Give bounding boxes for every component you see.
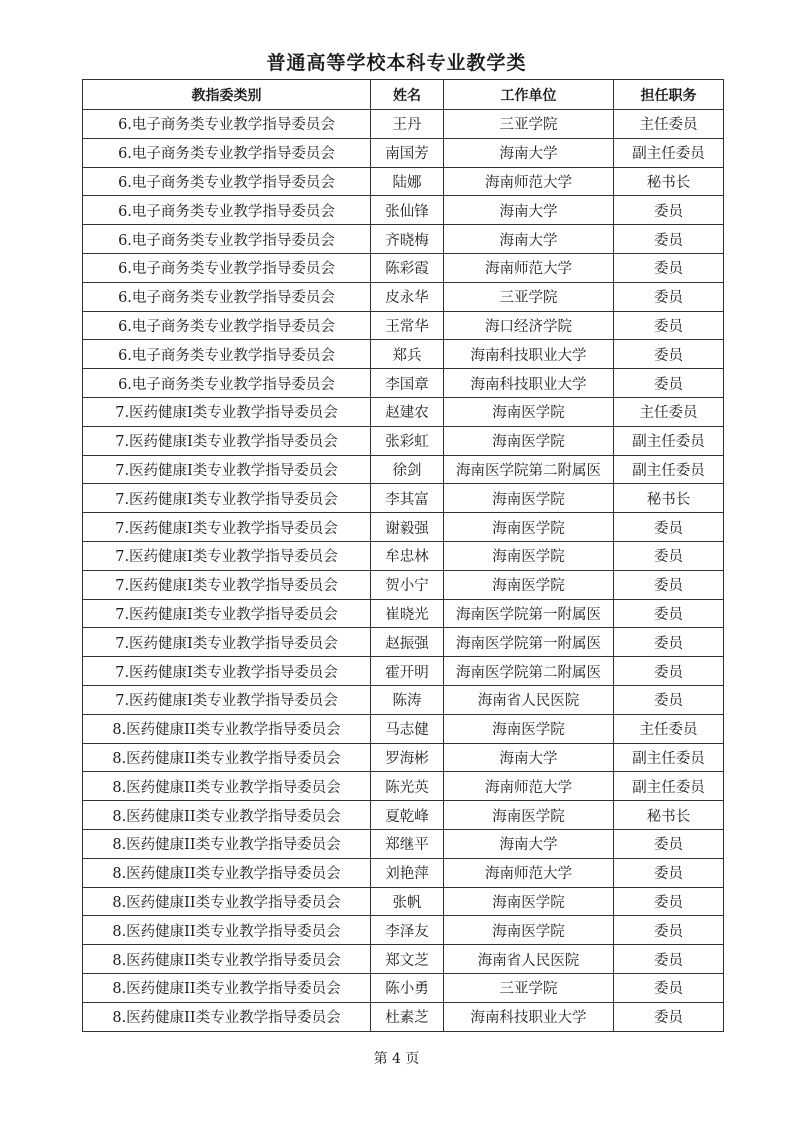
cell-name: 陈涛 bbox=[371, 685, 444, 714]
table-row bbox=[83, 426, 724, 455]
cell-name: 崔晓光 bbox=[371, 599, 444, 628]
cell-committee: 8.医药健康II类专业教学指导委员会 bbox=[83, 887, 371, 916]
cell-name: 谢毅强 bbox=[371, 513, 444, 542]
cell-workplace: 海南科技职业大学 bbox=[444, 340, 614, 369]
cell-committee: 6.电子商务类专业教学指导委员会 bbox=[83, 311, 371, 340]
cell-position: 委员 bbox=[614, 541, 724, 570]
cell-name: 李国章 bbox=[371, 369, 444, 398]
cell-committee: 8.医药健康II类专业教学指导委员会 bbox=[83, 772, 371, 801]
cell-name: 张彩虹 bbox=[371, 426, 444, 455]
cell-committee: 7.医药健康I类专业教学指导委员会 bbox=[83, 513, 371, 542]
table-row bbox=[83, 887, 724, 916]
column-header-name: 姓名 bbox=[371, 80, 444, 110]
cell-name: 贺小宁 bbox=[371, 570, 444, 599]
cell-committee: 6.电子商务类专业教学指导委员会 bbox=[83, 196, 371, 225]
cell-committee: 6.电子商务类专业教学指导委员会 bbox=[83, 110, 371, 139]
table-row bbox=[83, 657, 724, 686]
cell-name: 刘艳萍 bbox=[371, 858, 444, 887]
cell-workplace: 海南师范大学 bbox=[444, 253, 614, 282]
cell-position: 委员 bbox=[614, 369, 724, 398]
cell-name: 张帆 bbox=[371, 887, 444, 916]
cell-name: 齐晓梅 bbox=[371, 225, 444, 254]
cell-committee: 8.医药健康II类专业教学指导委员会 bbox=[83, 1002, 371, 1031]
cell-position: 秘书长 bbox=[614, 484, 724, 513]
cell-committee: 6.电子商务类专业教学指导委员会 bbox=[83, 369, 371, 398]
cell-workplace: 海南师范大学 bbox=[444, 772, 614, 801]
table-row bbox=[83, 628, 724, 657]
cell-workplace: 海南医学院第二附属医 bbox=[444, 657, 614, 686]
cell-position: 副主任委员 bbox=[614, 455, 724, 484]
cell-position: 委员 bbox=[614, 829, 724, 858]
cell-position: 委员 bbox=[614, 311, 724, 340]
cell-workplace: 海南科技职业大学 bbox=[444, 1002, 614, 1031]
cell-name: 杜素芝 bbox=[371, 1002, 444, 1031]
cell-name: 夏乾峰 bbox=[371, 801, 444, 830]
cell-name: 郑文芝 bbox=[371, 945, 444, 974]
cell-committee: 8.医药健康II类专业教学指导委员会 bbox=[83, 858, 371, 887]
cell-name: 王丹 bbox=[371, 110, 444, 139]
cell-position: 委员 bbox=[614, 973, 724, 1002]
cell-workplace: 海南省人民医院 bbox=[444, 685, 614, 714]
cell-committee: 7.医药健康I类专业教学指导委员会 bbox=[83, 685, 371, 714]
cell-name: 张仙锋 bbox=[371, 196, 444, 225]
cell-position: 秘书长 bbox=[614, 167, 724, 196]
table-row bbox=[83, 513, 724, 542]
column-header-committee: 教指委类别 bbox=[83, 80, 371, 110]
table-row bbox=[83, 455, 724, 484]
table-row bbox=[83, 829, 724, 858]
cell-position: 主任委员 bbox=[614, 110, 724, 139]
cell-workplace: 三亚学院 bbox=[444, 282, 614, 311]
table-row bbox=[83, 253, 724, 282]
cell-name: 南国芳 bbox=[371, 138, 444, 167]
cell-committee: 8.医药健康II类专业教学指导委员会 bbox=[83, 714, 371, 743]
cell-workplace: 三亚学院 bbox=[444, 973, 614, 1002]
cell-workplace: 海南大学 bbox=[444, 743, 614, 772]
cell-name: 马志健 bbox=[371, 714, 444, 743]
cell-committee: 8.医药健康II类专业教学指导委员会 bbox=[83, 801, 371, 830]
cell-workplace: 三亚学院 bbox=[444, 110, 614, 139]
table-row bbox=[83, 973, 724, 1002]
table-row bbox=[83, 110, 724, 139]
cell-position: 委员 bbox=[614, 887, 724, 916]
cell-name: 赵建农 bbox=[371, 397, 444, 426]
cell-committee: 7.医药健康I类专业教学指导委员会 bbox=[83, 628, 371, 657]
cell-workplace: 海南医学院 bbox=[444, 714, 614, 743]
cell-committee: 8.医药健康II类专业教学指导委员会 bbox=[83, 916, 371, 945]
cell-position: 委员 bbox=[614, 513, 724, 542]
cell-position: 委员 bbox=[614, 196, 724, 225]
cell-committee: 6.电子商务类专业教学指导委员会 bbox=[83, 282, 371, 311]
cell-workplace: 海南医学院 bbox=[444, 426, 614, 455]
table-row bbox=[83, 858, 724, 887]
cell-committee: 8.医药健康II类专业教学指导委员会 bbox=[83, 973, 371, 1002]
cell-position: 主任委员 bbox=[614, 714, 724, 743]
cell-position: 委员 bbox=[614, 628, 724, 657]
cell-position: 委员 bbox=[614, 1002, 724, 1031]
cell-committee: 6.电子商务类专业教学指导委员会 bbox=[83, 340, 371, 369]
cell-workplace: 海南医学院 bbox=[444, 541, 614, 570]
cell-workplace: 海南医学院 bbox=[444, 484, 614, 513]
cell-name: 郑继平 bbox=[371, 829, 444, 858]
cell-committee: 6.电子商务类专业教学指导委员会 bbox=[83, 138, 371, 167]
cell-name: 郑兵 bbox=[371, 340, 444, 369]
table-row bbox=[83, 282, 724, 311]
cell-position: 委员 bbox=[614, 685, 724, 714]
cell-committee: 8.医药健康II类专业教学指导委员会 bbox=[83, 829, 371, 858]
cell-committee: 7.医药健康I类专业教学指导委员会 bbox=[83, 426, 371, 455]
cell-position: 委员 bbox=[614, 945, 724, 974]
cell-position: 委员 bbox=[614, 858, 724, 887]
cell-committee: 7.医药健康I类专业教学指导委员会 bbox=[83, 570, 371, 599]
cell-committee: 6.电子商务类专业教学指导委员会 bbox=[83, 253, 371, 282]
cell-name: 牟忠林 bbox=[371, 541, 444, 570]
table-row bbox=[83, 397, 724, 426]
cell-workplace: 海南师范大学 bbox=[444, 167, 614, 196]
cell-name: 赵振强 bbox=[371, 628, 444, 657]
cell-workplace: 海南科技职业大学 bbox=[444, 369, 614, 398]
cell-name: 李其富 bbox=[371, 484, 444, 513]
table-row bbox=[83, 225, 724, 254]
table-row bbox=[83, 714, 724, 743]
cell-name: 陈光英 bbox=[371, 772, 444, 801]
table-row bbox=[83, 340, 724, 369]
cell-workplace: 海口经济学院 bbox=[444, 311, 614, 340]
cell-committee: 7.医药健康I类专业教学指导委员会 bbox=[83, 541, 371, 570]
cell-workplace: 海南医学院第一附属医 bbox=[444, 599, 614, 628]
cell-name: 陈彩霞 bbox=[371, 253, 444, 282]
cell-committee: 7.医药健康I类专业教学指导委员会 bbox=[83, 599, 371, 628]
cell-workplace: 海南师范大学 bbox=[444, 858, 614, 887]
table-row bbox=[83, 801, 724, 830]
cell-workplace: 海南医学院 bbox=[444, 397, 614, 426]
table-row bbox=[83, 369, 724, 398]
cell-position: 委员 bbox=[614, 916, 724, 945]
table-row bbox=[83, 138, 724, 167]
table-row bbox=[83, 743, 724, 772]
cell-position: 委员 bbox=[614, 282, 724, 311]
table-row bbox=[83, 599, 724, 628]
table-header-row bbox=[83, 80, 724, 110]
cell-workplace: 海南医学院 bbox=[444, 916, 614, 945]
cell-position: 委员 bbox=[614, 225, 724, 254]
cell-workplace: 海南医学院第一附属医 bbox=[444, 628, 614, 657]
table-row bbox=[83, 196, 724, 225]
cell-committee: 8.医药健康II类专业教学指导委员会 bbox=[83, 743, 371, 772]
cell-position: 副主任委员 bbox=[614, 138, 724, 167]
cell-position: 委员 bbox=[614, 657, 724, 686]
table-row bbox=[83, 167, 724, 196]
table-row bbox=[83, 772, 724, 801]
cell-position: 委员 bbox=[614, 340, 724, 369]
cell-workplace: 海南医学院 bbox=[444, 513, 614, 542]
table-row bbox=[83, 311, 724, 340]
table-row bbox=[83, 570, 724, 599]
cell-name: 王常华 bbox=[371, 311, 444, 340]
table-row bbox=[83, 484, 724, 513]
cell-workplace: 海南医学院 bbox=[444, 801, 614, 830]
cell-position: 主任委员 bbox=[614, 397, 724, 426]
cell-name: 罗海彬 bbox=[371, 743, 444, 772]
page-title: 普通高等学校本科专业教学类 bbox=[266, 52, 527, 74]
cell-committee: 8.医药健康II类专业教学指导委员会 bbox=[83, 945, 371, 974]
cell-position: 委员 bbox=[614, 599, 724, 628]
cell-position: 委员 bbox=[614, 253, 724, 282]
cell-position: 副主任委员 bbox=[614, 426, 724, 455]
cell-workplace: 海南省人民医院 bbox=[444, 945, 614, 974]
cell-committee: 7.医药健康I类专业教学指导委员会 bbox=[83, 657, 371, 686]
cell-position: 委员 bbox=[614, 570, 724, 599]
cell-workplace: 海南大学 bbox=[444, 138, 614, 167]
cell-workplace: 海南大学 bbox=[444, 829, 614, 858]
cell-workplace: 海南大学 bbox=[444, 225, 614, 254]
committee-roster-table bbox=[82, 79, 724, 1032]
table-row bbox=[83, 916, 724, 945]
table-row bbox=[83, 685, 724, 714]
cell-position: 秘书长 bbox=[614, 801, 724, 830]
cell-committee: 6.电子商务类专业教学指导委员会 bbox=[83, 225, 371, 254]
cell-name: 陈小勇 bbox=[371, 973, 444, 1002]
column-header-position: 担任职务 bbox=[614, 80, 724, 110]
page-number: 第 4 页 bbox=[373, 1051, 420, 1067]
cell-name: 霍开明 bbox=[371, 657, 444, 686]
cell-committee: 6.电子商务类专业教学指导委员会 bbox=[83, 167, 371, 196]
table-body bbox=[83, 110, 724, 1032]
table-row bbox=[83, 541, 724, 570]
cell-name: 徐剑 bbox=[371, 455, 444, 484]
column-header-workplace: 工作单位 bbox=[444, 80, 614, 110]
cell-workplace: 海南医学院第二附属医 bbox=[444, 455, 614, 484]
table-row bbox=[83, 945, 724, 974]
cell-name: 李泽友 bbox=[371, 916, 444, 945]
cell-position: 副主任委员 bbox=[614, 743, 724, 772]
cell-workplace: 海南医学院 bbox=[444, 570, 614, 599]
cell-committee: 7.医药健康I类专业教学指导委员会 bbox=[83, 455, 371, 484]
cell-name: 陆娜 bbox=[371, 167, 444, 196]
cell-committee: 7.医药健康I类专业教学指导委员会 bbox=[83, 397, 371, 426]
cell-name: 皮永华 bbox=[371, 282, 444, 311]
cell-committee: 7.医药健康I类专业教学指导委员会 bbox=[83, 484, 371, 513]
cell-workplace: 海南大学 bbox=[444, 196, 614, 225]
cell-position: 副主任委员 bbox=[614, 772, 724, 801]
table-row bbox=[83, 1002, 724, 1031]
cell-workplace: 海南医学院 bbox=[444, 887, 614, 916]
